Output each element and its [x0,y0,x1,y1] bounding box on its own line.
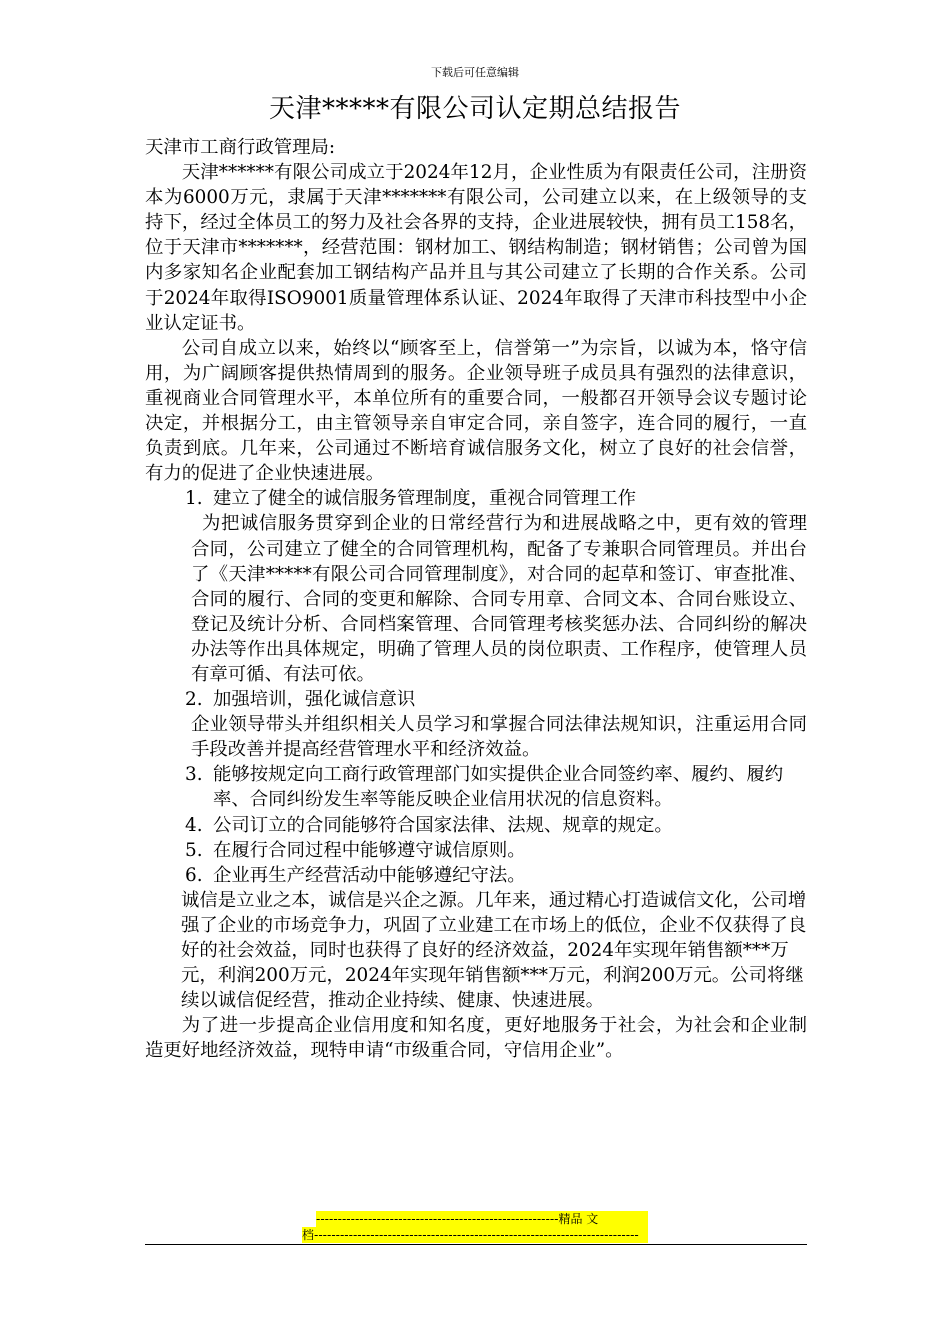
list-text: 加强培训，强化诚信意识 [213,689,416,711]
intro-paragraph: 天津******有限公司成立于2024年12月，企业性质为有限责任公司，注册资本为6000万元，隶属于天津*******有限公司，公司建立以来，在上级领导的支持下，经过全体员工的努力及社会各界的支持，企业进展较快，拥有员工158名，位于天津市*******，经营范围：钢材加工、钢结构制造；钢材销售；公司曾为国内多家知名企业配套加工钢结构产品并且与其公司建立了长期的合作关系。公司于2024年取得ISO9001质量管理体系认证、2024年取得了天津市科技型中小企业认定证书。 [145,162,807,334]
footer-line-2: 档--------------------------------------------------------------------------- [302,1227,648,1243]
list-number: 2. [185,689,203,711]
footer-divider [145,1244,807,1245]
list-number: 6. [185,864,203,886]
document-title: 天津*****有限公司认定期总结报告 [268,94,681,124]
footer-watermark [302,1211,648,1243]
header-note: 下载后可任意编辑 [431,66,519,79]
list-item-2-detail: 企业领导带头并组织相关人员学习和掌握合同法律法规知识，注重运用合同手段改善并提高经营管理水平和经济效益。 [191,714,807,761]
list-text: 建立了健全的诚信服务管理制度，重视合同管理工作 [213,488,636,510]
integrity-paragraph: 公司自成立以来，始终以“顾客至上，信誉第一”为宗旨，以诚为本，恪守信用，为广阔顾客提供热情周到的服务。企业领导班子成员具有强烈的法律意识，重视商业合同管理水平，本单位所有的重要合同，一般都召开领导会议专题讨论决定，并根据分工，由主管领导亲自审定合同，亲自签字，连合同的履行，一直负责到底。几年来，公司通过不断培育诚信服务文化，树立了良好的社会信誉，有力的促进了企业快速进展。 [145,337,807,485]
list-number: 1. [185,488,203,510]
list-text: 在履行合同过程中能够遵守诚信原则。 [213,839,526,861]
list-number: 5. [185,839,203,861]
list-item-6 [145,863,807,888]
salutation: 天津市工商行政管理局: [145,137,336,158]
footer-line-1: --------------------------------------------------------精品 文 [316,1211,648,1227]
document-body [145,135,807,1063]
list-text: 能够按规定向工商行政管理部门如实提供企业合同签约率、履约、履约率、合同纠纷发生率等能反映企业信用状况的信息资料。 [213,764,784,811]
list-item-1-detail: 为把诚信服务贯穿到企业的日常经营行为和进展战略之中，更有效的管理合同，公司建立了健全的合同管理机构，配备了专兼职合同管理员。并出台了《天津*****有限公司合同管理制度》，对合同的起草和签订、审查批准、合同的履行、合同的变更和解除、合同专用章、合同文本、合同台账设立、登记及统计分析、合同档案管理、合同管理考核奖惩办法、合同纠纷的解决办法等作出具体规定，明确了管理人员的岗位职责、工作程序，使管理人员有章可循、有法可依。 [191,513,807,685]
list-text: 公司订立的合同能够符合国家法律、法规、规章的规定。 [213,814,673,836]
list-item-1 [145,486,807,511]
list-item-2 [145,687,807,712]
list-number: 4. [185,814,203,836]
list-item-5 [145,838,807,863]
list-item-4 [145,813,807,838]
closing-paragraph: 诚信是立业之本，诚信是兴企之源。几年来，通过精心打造诚信文化，公司增强了企业的市场竞争力，巩固了立业建工在市场上的低位，企业不仅获得了良好的社会效益，同时也获得了良好的经济效益，2024年实现年销售额***万元，利润200万元，2024年实现年销售额***万元，利润200万元。公司将继续以诚信促经营，推动企业持续、健康、快速进展。 [181,889,807,1012]
list-text: 企业再生产经营活动中能够遵纪守法。 [213,864,526,886]
list-item-3 [145,762,807,812]
list-number: 3. [185,764,203,786]
application-paragraph: 为了进一步提高企业信用度和知名度，更好地服务于社会，为社会和企业制造更好地经济效益，现特申请“市级重合同，守信用企业”。 [145,1015,807,1062]
